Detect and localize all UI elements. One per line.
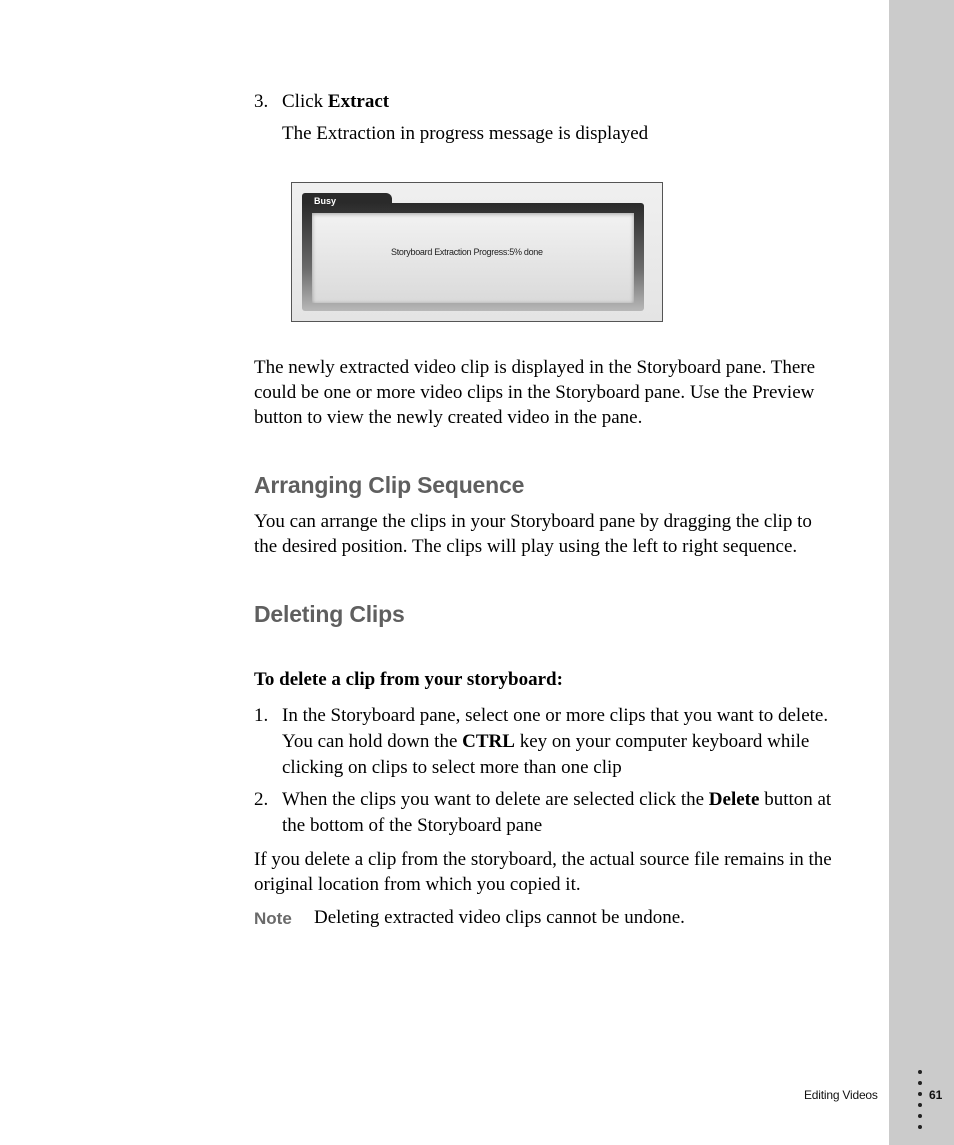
dialog-progress-message: Storyboard Extraction Progress:5% done <box>391 247 543 257</box>
note-text: Deleting extracted video clips cannot be undone. <box>314 907 685 928</box>
page-number: 61 <box>929 1088 943 1102</box>
procedure-title: To delete a clip from your storyboard: <box>254 669 563 690</box>
step-text: When the clips you want to delete are selected click the Delete button at <box>282 789 832 810</box>
step-number: 2. <box>254 789 269 810</box>
heading-deleting-clips: Deleting Clips <box>254 601 405 627</box>
dialog-body <box>312 213 634 303</box>
heading-arranging-clip-sequence: Arranging Clip Sequence <box>254 472 525 498</box>
paragraph-line: original location from which you copied it. <box>254 874 581 895</box>
extract-label: Extract <box>327 91 390 112</box>
step-1-line-2: You can hold down the CTRL key on your computer keyboard while <box>282 731 810 752</box>
paragraph-line: You can arrange the clips in your Storyboard pane by dragging the clip to <box>254 511 812 532</box>
page-margin-bar <box>889 0 954 1145</box>
step-text: In the Storyboard pane, select one or more clips that you want to delete. <box>282 705 829 726</box>
footer-section-title: Editing Videos <box>804 1088 878 1102</box>
step-1-line-3: clicking on clips to select more than one clip <box>282 757 622 778</box>
paragraph-line: The newly extracted video clip is displayed in the Storyboard pane. There <box>254 357 816 378</box>
step-3-result: The Extraction in progress message is displayed <box>282 123 649 144</box>
step-text: Click Extract <box>282 91 390 112</box>
paragraph-source-file <box>254 847 832 897</box>
busy-dialog-screenshot <box>291 182 663 322</box>
footer-dots-ornament <box>918 1070 924 1132</box>
paragraph-line: could be one or more video clips in the Storyboard pane. Use the Preview <box>254 382 815 403</box>
step-number: 3. <box>254 91 269 112</box>
paragraph-arranging <box>254 509 812 559</box>
step-2-line-2: the bottom of the Storyboard pane <box>282 815 543 836</box>
ctrl-key-label: CTRL <box>462 731 515 752</box>
paragraph-extracted <box>254 355 815 430</box>
delete-button-label: Delete <box>708 789 760 810</box>
paragraph-line: the desired position. The clips will play using the left to right sequence. <box>254 536 798 557</box>
note-label: Note <box>254 909 292 928</box>
paragraph-line: If you delete a clip from the storyboard, the actual source file remains in the <box>254 849 832 870</box>
paragraph-line: button to view the newly created video in the pane. <box>254 407 643 428</box>
step-number: 1. <box>254 705 269 726</box>
dialog-title: Busy <box>314 196 337 206</box>
